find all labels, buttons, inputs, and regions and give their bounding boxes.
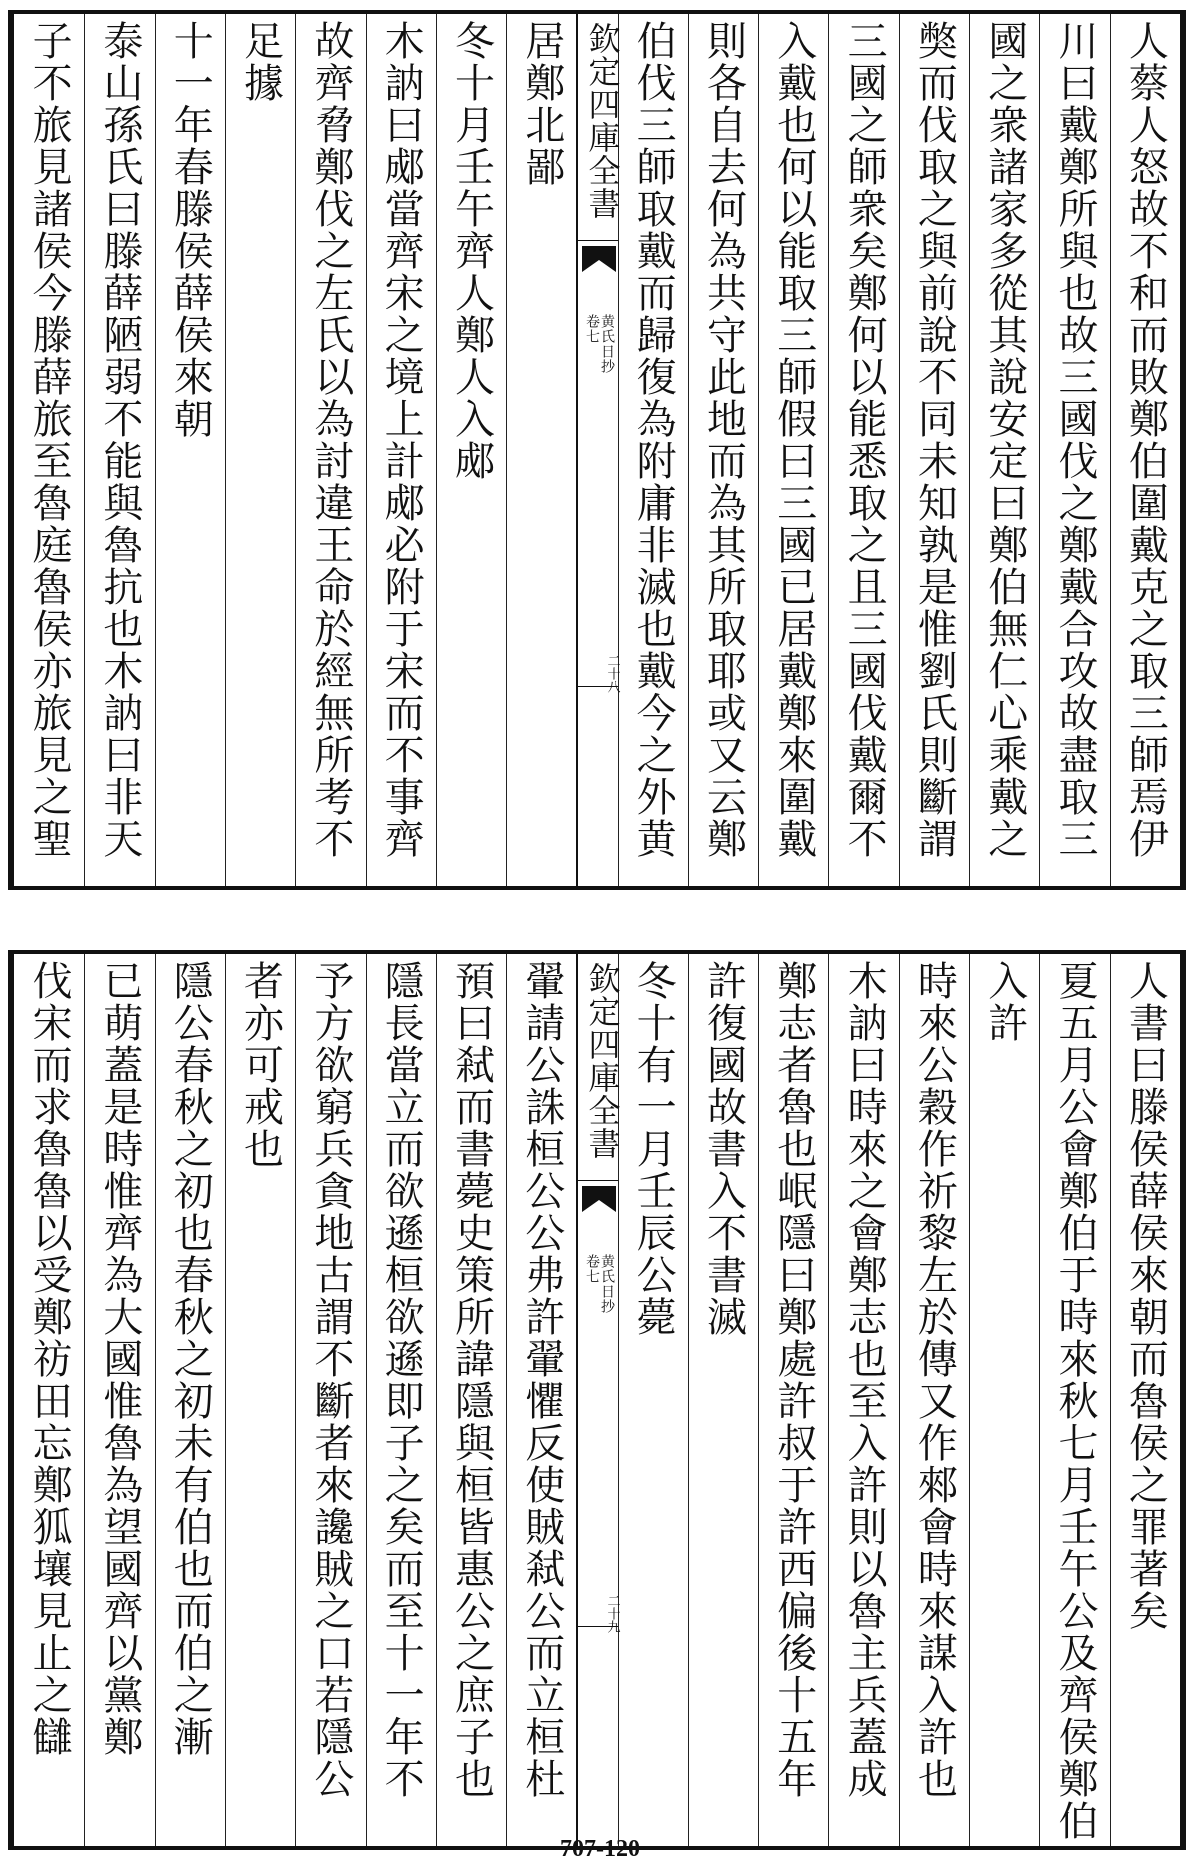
column-text: 隱公春秋之初也春秋之初未有伯也而伯之漸 [167,960,214,1758]
gutter-rule [578,240,618,241]
column-text: 鄭志者魯也岷隱曰鄭處許叔于許西偏後十五年 [770,960,817,1800]
column-text: 泰山孫氏曰滕薛陋弱不能與魯抗也木訥曰非天 [96,20,143,860]
text-column [758,14,828,886]
column-text: 川曰戴鄭所與也故三國伐之鄭戴合攻故盡取三 [1052,20,1099,860]
column-text: 故齊脅鄭伐之左氏以為討違王命於經無所考不 [307,20,354,860]
text-column [14,954,84,1846]
text-column [14,14,84,886]
text-column [225,954,295,1846]
scan-page-footer: 707-120 [560,1836,640,1862]
text-column [436,14,506,886]
gutter-rule [578,1626,618,1627]
column-text: 冬十月壬午齊人鄭人入郕 [448,20,495,482]
column-text: 人書曰滕侯薛侯來朝而魯侯之罪著矣 [1122,960,1169,1632]
column-text: 木訥曰時來之會鄭志也至入許則以魯主兵蓋成 [841,960,888,1800]
text-column [688,14,758,886]
book-volume-label [580,1254,618,1434]
page-bottom [0,940,1200,1840]
text-column [506,14,576,886]
column-text: 入許 [981,960,1028,1044]
text-column [84,14,154,886]
center-gutter [576,14,622,886]
column-text: 時來公穀作祈黎左於傳又作郲會時來謀入許也 [911,960,958,1800]
text-columns [12,14,1182,886]
text-column [1039,954,1109,1846]
column-text: 者亦可戒也 [237,960,284,1170]
column-text: 許復國故書入不書滅 [700,960,747,1338]
text-column [84,954,154,1846]
library-title: 欽定四庫全書 [583,22,622,220]
column-text: 人蔡人怒故不和而敗鄭伯圍戴克之取三師焉伊 [1122,20,1169,860]
text-column [899,14,969,886]
text-column [618,954,688,1846]
text-column [366,954,436,1846]
column-text: 伐宋而求魯魯以受鄭祊田忘鄭狐壤見止之讎 [26,960,73,1758]
text-column [295,954,365,1846]
page-number: 二十九 [604,1594,620,1633]
text-column [506,954,576,1846]
book-volume-label [580,314,618,494]
text-column [828,954,898,1846]
column-text: 木訥曰郕當齊宋之境上計郕必附于宋而不事齊 [378,20,425,860]
column-text: 夏五月公會鄭伯于時來秋七月壬午公及齊侯鄭伯 [1052,960,1099,1842]
text-column [758,954,828,1846]
text-column [1110,14,1180,886]
column-text: 隱長當立而欲遜桓欲遜即子之矣而至十一年不 [378,960,425,1800]
column-text: 則各自去何為共守此地而為其所取耶或又云鄭 [700,20,747,860]
text-column [828,14,898,886]
column-text: 冬十有一月壬辰公薨 [630,960,677,1338]
text-column [969,954,1039,1846]
column-text: 予方欲窮兵貪地古謂不斷者來讒賊之口若隱公 [307,960,354,1800]
text-column [1039,14,1109,886]
fishtail-mark-icon [582,1186,616,1212]
page-number: 二十八 [604,654,620,693]
text-column [366,14,436,886]
column-text: 居鄭北鄙 [518,20,565,188]
text-column [688,954,758,1846]
fishtail-mark-icon [582,246,616,272]
text-columns [12,954,1182,1846]
gutter-rule [578,686,618,687]
column-text: 伯伐三師取戴而歸復為附庸非滅也戴今之外黄 [630,20,677,860]
text-column [295,14,365,886]
gutter-rule [578,1180,618,1181]
text-column [1110,954,1180,1846]
column-text: 子不旅見諸侯今滕薛旅至魯庭魯侯亦旅見之聖 [26,20,73,860]
text-column [899,954,969,1846]
text-column [618,14,688,886]
column-text: 三國之師衆矣鄭何以能悉取之且三國伐戴爾不 [841,20,888,860]
column-text: 獘而伐取之與前說不同未知孰是惟劉氏則斷謂 [911,20,958,860]
library-title: 欽定四庫全書 [583,962,622,1160]
volume-number: 卷七 [583,314,600,344]
column-text: 足據 [237,20,284,104]
column-text: 預曰弒而書薨史策所諱隱與桓皆惠公之庶子也 [448,960,495,1800]
column-text: 十一年春滕侯薛侯來朝 [167,20,214,440]
book-title: 黄氏日抄 [598,1254,615,1314]
text-column [155,14,225,886]
book-title: 黄氏日抄 [598,314,615,374]
column-text: 入戴也何以能取三師假曰三國已居戴鄭來圍戴 [770,20,817,860]
column-text: 翬請公誅桓公公弗許翬懼反使賊弒公而立桓杜 [518,960,565,1800]
column-text: 已萌蓋是時惟齊為大國惟魯為望國齊以黨鄭 [96,960,143,1758]
text-column [225,14,295,886]
column-text: 國之衆諸家多從其說安定曰鄭伯無仁心乘戴之 [981,20,1028,860]
center-gutter [576,954,622,1846]
text-column [155,954,225,1846]
text-column [436,954,506,1846]
text-column [969,14,1039,886]
volume-number: 卷七 [583,1254,600,1284]
page-top [0,0,1200,900]
